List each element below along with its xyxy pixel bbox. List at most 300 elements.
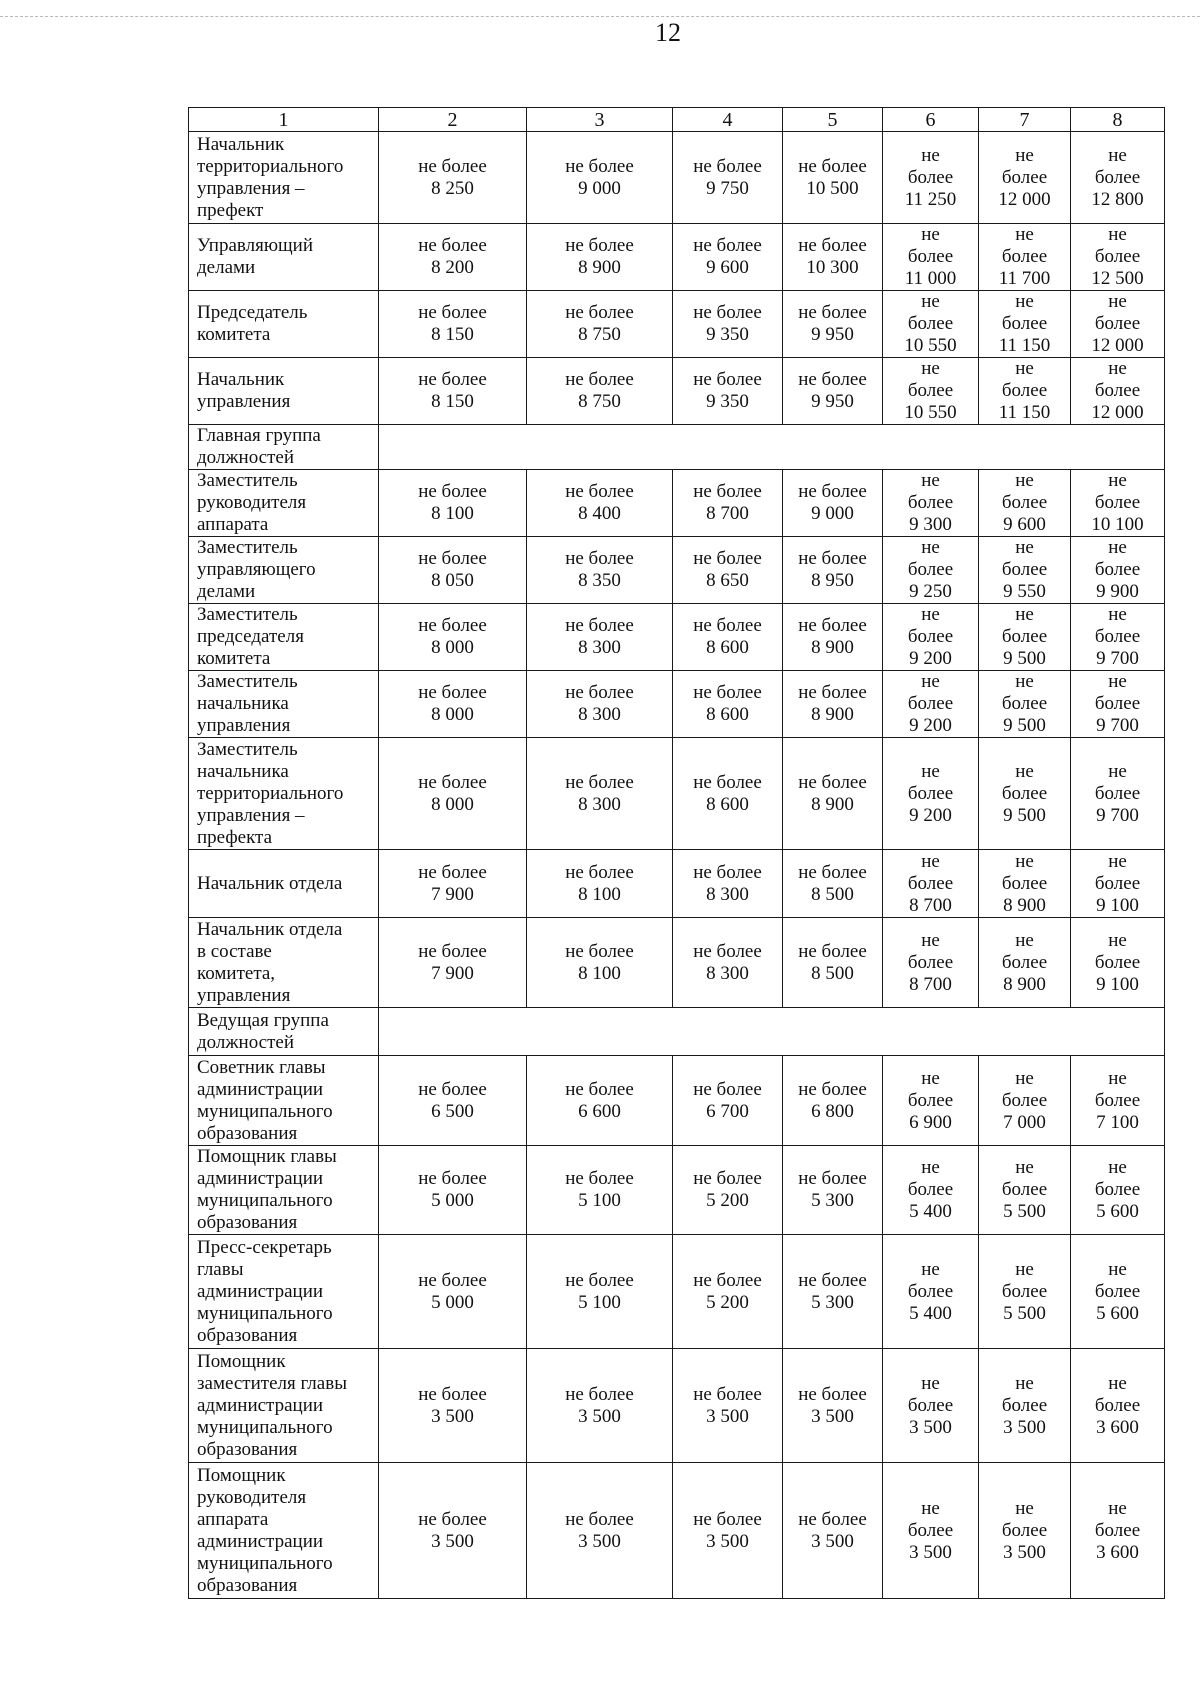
limit-prefix-ne: не — [1015, 850, 1034, 872]
salary-cell-col-2 — [379, 224, 527, 291]
salary-value: 8 600 — [706, 637, 749, 658]
salary-value: 12 000 — [998, 188, 1051, 210]
position-name-cell — [189, 1463, 379, 1599]
limit-prefix-bolee: более — [1094, 166, 1141, 188]
limit-prefix-bolee: более — [1094, 380, 1141, 401]
salary-value: 3 500 — [811, 1405, 854, 1427]
position-name-line: Заместитель — [197, 537, 298, 558]
salary-value: 5 300 — [811, 1190, 854, 1211]
position-name-cell — [189, 850, 379, 918]
salary-cell-col-6 — [883, 1349, 979, 1463]
salary-value: 9 550 — [1003, 581, 1046, 602]
limit-prefix-ne: не — [921, 604, 940, 625]
position-name-line: территориального — [197, 782, 344, 804]
salary-value: 5 600 — [1096, 1302, 1139, 1324]
limit-prefix-bolee: более — [907, 872, 954, 894]
position-name-line: Заместитель — [197, 738, 298, 760]
limit-prefix: не более — [418, 1508, 487, 1530]
salary-cell-col-7 — [979, 470, 1071, 537]
limit-prefix-ne: не — [921, 144, 940, 166]
limit-prefix-ne: не — [1108, 358, 1127, 379]
limit-prefix-ne: не — [1108, 224, 1127, 245]
limit-prefix-bolee: более — [1001, 1280, 1048, 1302]
salary-cell-col-6 — [883, 604, 979, 671]
limit-prefix-ne: не — [921, 1258, 940, 1280]
limit-prefix: не более — [798, 682, 867, 703]
salary-cell-col-2 — [379, 604, 527, 671]
salary-cell-col-4 — [673, 358, 783, 425]
salary-cell-col-5 — [783, 604, 883, 671]
limit-prefix-bolee: более — [1001, 951, 1048, 973]
position-name-line: управления — [197, 984, 291, 1006]
limit-prefix: не более — [798, 235, 867, 256]
limit-prefix-ne: не — [921, 1157, 940, 1178]
limit-prefix-ne: не — [1015, 1067, 1034, 1089]
salary-cell-col-3 — [527, 358, 673, 425]
salary-cell-col-7 — [979, 1056, 1071, 1146]
salary-value: 8 100 — [578, 883, 621, 905]
limit-prefix-ne: не — [1108, 291, 1127, 312]
limit-prefix-ne: не — [1015, 671, 1034, 692]
salary-value: 6 900 — [909, 1111, 952, 1133]
table-row — [189, 132, 1165, 224]
salary-value: 9 500 — [1003, 715, 1046, 736]
salary-value: 8 950 — [811, 570, 854, 591]
salary-cell-col-6 — [883, 132, 979, 224]
salary-value: 8 300 — [706, 962, 749, 984]
salary-cell-col-4 — [673, 738, 783, 850]
salary-cell-col-8 — [1071, 224, 1165, 291]
salary-cell-col-2 — [379, 1056, 527, 1146]
position-name-line: образования — [197, 1324, 298, 1346]
salary-cell-col-5 — [783, 738, 883, 850]
header-cell-6: 6 — [883, 108, 979, 132]
salary-value: 9 600 — [1003, 514, 1046, 535]
position-name-line: делами — [197, 581, 256, 602]
salary-cell-col-2 — [379, 1463, 527, 1599]
salary-cell-col-7 — [979, 738, 1071, 850]
limit-prefix: не более — [798, 548, 867, 569]
salary-cell-col-8 — [1071, 1463, 1165, 1599]
position-name-line: Председатель — [197, 302, 308, 323]
limit-prefix-ne: не — [1108, 929, 1127, 951]
header-cell-7: 7 — [979, 108, 1071, 132]
limit-prefix: не более — [418, 1078, 487, 1100]
salary-cell-col-7 — [979, 850, 1071, 918]
salary-value: 3 500 — [1003, 1416, 1046, 1438]
salary-value: 8 700 — [706, 503, 749, 524]
limit-prefix: не более — [418, 481, 487, 502]
position-name-line: комитета — [197, 324, 271, 345]
table-row — [189, 537, 1165, 604]
group-title-line: должностей — [197, 1031, 295, 1053]
salary-value: 8 050 — [431, 570, 474, 591]
salary-value: 7 900 — [431, 962, 474, 984]
limit-prefix-bolee: более — [1001, 492, 1048, 513]
salary-value: 8 100 — [431, 503, 474, 524]
position-name-cell — [189, 1349, 379, 1463]
salary-cell-col-6 — [883, 470, 979, 537]
salary-value: 8 250 — [431, 177, 474, 199]
position-name-cell — [189, 291, 379, 358]
limit-prefix: не более — [418, 940, 487, 962]
position-name-line: Начальник — [197, 369, 285, 390]
limit-prefix: не более — [693, 481, 762, 502]
position-name-line: начальника — [197, 693, 289, 714]
position-name-cell — [189, 358, 379, 425]
salary-cell-col-4 — [673, 1235, 783, 1349]
table-row — [189, 604, 1165, 671]
limit-prefix-bolee: более — [907, 1394, 954, 1416]
salary-value: 5 000 — [431, 1190, 474, 1211]
position-name-line: комитета — [197, 648, 271, 669]
limit-prefix-bolee: более — [907, 1179, 954, 1200]
salary-value: 8 900 — [1003, 973, 1046, 995]
salary-value: 8 600 — [706, 793, 749, 815]
position-name-line: Пресс-секретарь — [197, 1236, 332, 1258]
limit-prefix-ne: не — [921, 1497, 940, 1519]
salary-cell-col-7 — [979, 1235, 1071, 1349]
salary-value: 8 400 — [578, 503, 621, 524]
header-cell-1: 1 — [189, 108, 379, 132]
salary-cell-col-3 — [527, 671, 673, 738]
position-name-cell — [189, 132, 379, 224]
salary-cell-col-5 — [783, 291, 883, 358]
limit-prefix: не более — [798, 615, 867, 636]
salary-cell-col-6 — [883, 738, 979, 850]
salary-value: 6 500 — [431, 1100, 474, 1122]
limit-prefix-bolee: более — [1001, 313, 1048, 334]
position-name-line: муниципального — [197, 1416, 333, 1438]
salary-cell-col-5 — [783, 132, 883, 224]
salary-cell-col-8 — [1071, 358, 1165, 425]
limit-prefix: не более — [565, 548, 634, 569]
salary-value: 10 100 — [1091, 514, 1144, 535]
salary-value: 8 300 — [706, 883, 749, 905]
salary-cell-col-8 — [1071, 1349, 1165, 1463]
limit-prefix-ne: не — [921, 291, 940, 312]
salary-value: 8 900 — [1003, 894, 1046, 916]
salary-cell-col-5 — [783, 918, 883, 1008]
salary-cell-col-8 — [1071, 918, 1165, 1008]
salary-value: 8 200 — [431, 257, 474, 278]
header-cell-5: 5 — [783, 108, 883, 132]
limit-prefix-ne: не — [921, 470, 940, 491]
position-name-cell — [189, 470, 379, 537]
position-name-line: в составе — [197, 940, 272, 962]
salary-table — [188, 107, 1165, 1599]
limit-prefix-bolee: более — [907, 693, 954, 714]
table-row — [189, 224, 1165, 291]
limit-prefix: не более — [798, 940, 867, 962]
salary-cell-col-4 — [673, 1056, 783, 1146]
salary-cell-col-5 — [783, 1463, 883, 1599]
limit-prefix: не более — [798, 302, 867, 323]
salary-cell-col-8 — [1071, 132, 1165, 224]
salary-cell-col-3 — [527, 604, 673, 671]
salary-value: 10 500 — [806, 177, 859, 199]
table-row — [189, 1349, 1165, 1463]
limit-prefix-bolee: более — [907, 492, 954, 513]
header-cell-2: 2 — [379, 108, 527, 132]
position-name-line: Начальник отдела — [197, 872, 343, 894]
limit-prefix: не более — [565, 771, 634, 793]
salary-cell-col-7 — [979, 1146, 1071, 1235]
limit-prefix-ne: не — [921, 760, 940, 782]
position-name-line: Начальник отдела — [197, 918, 343, 940]
salary-value: 11 150 — [998, 402, 1051, 423]
salary-value: 11 700 — [998, 268, 1051, 289]
limit-prefix-bolee: более — [1094, 246, 1141, 267]
position-name-line: Управляющий — [197, 235, 313, 256]
salary-cell-col-3 — [527, 224, 673, 291]
limit-prefix-ne: не — [1108, 1157, 1127, 1178]
salary-value: 3 500 — [811, 1530, 854, 1552]
salary-value: 8 500 — [811, 883, 854, 905]
limit-prefix-bolee: более — [1001, 559, 1048, 580]
salary-cell-col-3 — [527, 1146, 673, 1235]
salary-value: 3 500 — [706, 1530, 749, 1552]
salary-value: 10 550 — [904, 335, 957, 356]
salary-value: 3 600 — [1096, 1416, 1139, 1438]
salary-cell-col-4 — [673, 604, 783, 671]
salary-cell-col-7 — [979, 604, 1071, 671]
limit-prefix: не более — [418, 682, 487, 703]
position-name-line: управляющего — [197, 559, 316, 580]
position-name-line: управления — [197, 715, 291, 736]
table-body — [189, 132, 1165, 1599]
salary-cell-col-3 — [527, 1463, 673, 1599]
limit-prefix: не более — [693, 682, 762, 703]
salary-value: 9 300 — [909, 514, 952, 535]
position-name-line: руководителя — [197, 1486, 307, 1508]
salary-cell-col-6 — [883, 1235, 979, 1349]
position-name-line: председателя — [197, 626, 304, 647]
salary-value: 8 700 — [909, 973, 952, 995]
table-row — [189, 291, 1165, 358]
salary-cell-col-2 — [379, 1349, 527, 1463]
position-name-line: Помощник — [197, 1464, 286, 1486]
limit-prefix: не более — [693, 1168, 762, 1189]
group-empty-cell — [379, 1008, 1165, 1056]
position-name-cell — [189, 537, 379, 604]
limit-prefix-ne: не — [921, 671, 940, 692]
table-row — [189, 918, 1165, 1008]
limit-prefix-bolee: более — [907, 1089, 954, 1111]
limit-prefix: не более — [418, 1168, 487, 1189]
limit-prefix-bolee: более — [1094, 1089, 1141, 1111]
limit-prefix: не более — [418, 548, 487, 569]
limit-prefix-bolee: более — [907, 166, 954, 188]
limit-prefix-ne: не — [921, 1067, 940, 1089]
salary-value: 6 800 — [811, 1100, 854, 1122]
salary-value: 9 200 — [909, 715, 952, 736]
table-row — [189, 1235, 1165, 1349]
limit-prefix: не более — [693, 1508, 762, 1530]
limit-prefix: не более — [798, 1383, 867, 1405]
salary-value: 3 500 — [1003, 1541, 1046, 1563]
limit-prefix-ne: не — [1015, 224, 1034, 245]
salary-value: 8 150 — [431, 324, 474, 345]
limit-prefix-ne: не — [1015, 144, 1034, 166]
position-name-cell — [189, 224, 379, 291]
salary-value: 5 400 — [909, 1201, 952, 1222]
salary-cell-col-3 — [527, 1349, 673, 1463]
salary-value: 8 300 — [578, 637, 621, 658]
limit-prefix-bolee: более — [1094, 1280, 1141, 1302]
limit-prefix: не более — [693, 548, 762, 569]
salary-cell-col-3 — [527, 918, 673, 1008]
position-name-line: администрации — [197, 1168, 324, 1189]
salary-cell-col-4 — [673, 537, 783, 604]
salary-cell-col-4 — [673, 1349, 783, 1463]
salary-cell-col-5 — [783, 358, 883, 425]
position-name-cell — [189, 604, 379, 671]
salary-value: 10 550 — [904, 402, 957, 423]
limit-prefix: не более — [565, 861, 634, 883]
limit-prefix-ne: не — [1015, 929, 1034, 951]
salary-value: 3 500 — [909, 1541, 952, 1563]
limit-prefix-ne: не — [921, 358, 940, 379]
group-empty-cell — [379, 425, 1165, 470]
limit-prefix: не более — [418, 369, 487, 390]
limit-prefix-bolee: более — [907, 313, 954, 334]
salary-value: 3 500 — [431, 1405, 474, 1427]
salary-value: 8 000 — [431, 704, 474, 725]
group-title-cell — [189, 425, 379, 470]
salary-value: 6 700 — [706, 1100, 749, 1122]
salary-cell-col-5 — [783, 850, 883, 918]
salary-cell-col-5 — [783, 1235, 883, 1349]
limit-prefix-ne: не — [1108, 537, 1127, 558]
salary-value: 8 600 — [706, 704, 749, 725]
salary-value: 8 500 — [811, 962, 854, 984]
salary-value: 9 100 — [1096, 973, 1139, 995]
group-title-line: должностей — [197, 447, 295, 468]
header-cell-8: 8 — [1071, 108, 1165, 132]
limit-prefix-bolee: более — [907, 1280, 954, 1302]
salary-cell-col-4 — [673, 1463, 783, 1599]
limit-prefix-ne: не — [1015, 291, 1034, 312]
limit-prefix-ne: не — [1015, 1372, 1034, 1394]
limit-prefix-ne: не — [1108, 1258, 1127, 1280]
position-name-line: администрации — [197, 1280, 324, 1302]
position-name-line: аппарата — [197, 514, 269, 535]
salary-value: 3 500 — [909, 1416, 952, 1438]
salary-cell-col-3 — [527, 1056, 673, 1146]
limit-prefix-bolee: более — [1001, 166, 1048, 188]
position-name-line: префекта — [197, 826, 273, 848]
salary-value: 8 100 — [578, 962, 621, 984]
position-name-cell — [189, 1235, 379, 1349]
limit-prefix-ne: не — [921, 537, 940, 558]
salary-value: 9 250 — [909, 581, 952, 602]
salary-cell-col-6 — [883, 1056, 979, 1146]
position-name-line: администрации — [197, 1530, 324, 1552]
limit-prefix: не более — [565, 481, 634, 502]
limit-prefix-bolee: более — [907, 380, 954, 401]
salary-cell-col-2 — [379, 918, 527, 1008]
position-name-line: управления – — [197, 177, 305, 199]
position-name-line: Помощник главы — [197, 1146, 337, 1167]
salary-cell-col-4 — [673, 850, 783, 918]
limit-prefix-bolee: более — [1001, 246, 1048, 267]
position-name-line: префект — [197, 199, 264, 221]
limit-prefix-bolee: более — [907, 1519, 954, 1541]
salary-value: 8 900 — [811, 704, 854, 725]
salary-value: 11 150 — [998, 335, 1051, 356]
limit-prefix-ne: не — [1108, 850, 1127, 872]
limit-prefix-ne: не — [1108, 604, 1127, 625]
salary-value: 5 200 — [706, 1291, 749, 1313]
position-name-line: администрации — [197, 1078, 324, 1100]
limit-prefix: не более — [418, 302, 487, 323]
table-row — [189, 470, 1165, 537]
salary-value: 8 000 — [431, 793, 474, 815]
limit-prefix: не более — [565, 682, 634, 703]
salary-value: 9 350 — [706, 391, 749, 412]
salary-cell-col-6 — [883, 918, 979, 1008]
position-name-line: Заместитель — [197, 604, 298, 625]
salary-cell-col-5 — [783, 671, 883, 738]
salary-cell-col-2 — [379, 470, 527, 537]
position-name-line: начальника — [197, 760, 289, 782]
salary-value: 9 900 — [1096, 581, 1139, 602]
table-row — [189, 1463, 1165, 1599]
limit-prefix: не более — [418, 235, 487, 256]
group-title-cell — [189, 1008, 379, 1056]
limit-prefix-bolee: более — [1001, 1179, 1048, 1200]
position-name-line: управления – — [197, 804, 305, 826]
limit-prefix: не более — [565, 155, 634, 177]
salary-value: 9 700 — [1096, 804, 1139, 826]
limit-prefix-bolee: более — [1094, 1519, 1141, 1541]
position-name-line: территориального — [197, 155, 344, 177]
limit-prefix-bolee: более — [1001, 380, 1048, 401]
position-name-line: муниципального — [197, 1100, 333, 1122]
salary-cell-col-2 — [379, 1235, 527, 1349]
table-row — [189, 1056, 1165, 1146]
salary-value: 7 900 — [431, 883, 474, 905]
group-title-line: Ведущая группа — [197, 1009, 329, 1031]
limit-prefix: не более — [565, 1168, 634, 1189]
salary-value: 5 000 — [431, 1291, 474, 1313]
position-name-line: главы — [197, 1258, 244, 1280]
position-name-line: Советник главы — [197, 1056, 326, 1078]
table-row — [189, 850, 1165, 918]
limit-prefix: не более — [693, 235, 762, 256]
limit-prefix: не более — [693, 1078, 762, 1100]
limit-prefix: не более — [798, 481, 867, 502]
limit-prefix: не более — [693, 615, 762, 636]
position-name-line: делами — [197, 257, 256, 278]
salary-value: 5 100 — [578, 1190, 621, 1211]
limit-prefix-ne: не — [1015, 604, 1034, 625]
position-name-line: аппарата — [197, 1508, 269, 1530]
limit-prefix-bolee: более — [1001, 782, 1048, 804]
limit-prefix-bolee: более — [1094, 1179, 1141, 1200]
limit-prefix: не более — [798, 1168, 867, 1189]
salary-value: 3 500 — [431, 1530, 474, 1552]
salary-value: 5 400 — [909, 1302, 952, 1324]
salary-cell-col-8 — [1071, 671, 1165, 738]
limit-prefix: не более — [418, 1383, 487, 1405]
limit-prefix-bolee: более — [907, 559, 954, 580]
salary-cell-col-7 — [979, 918, 1071, 1008]
position-name-line: администрации — [197, 1394, 324, 1416]
salary-value: 8 150 — [431, 391, 474, 412]
salary-value: 9 200 — [909, 648, 952, 669]
